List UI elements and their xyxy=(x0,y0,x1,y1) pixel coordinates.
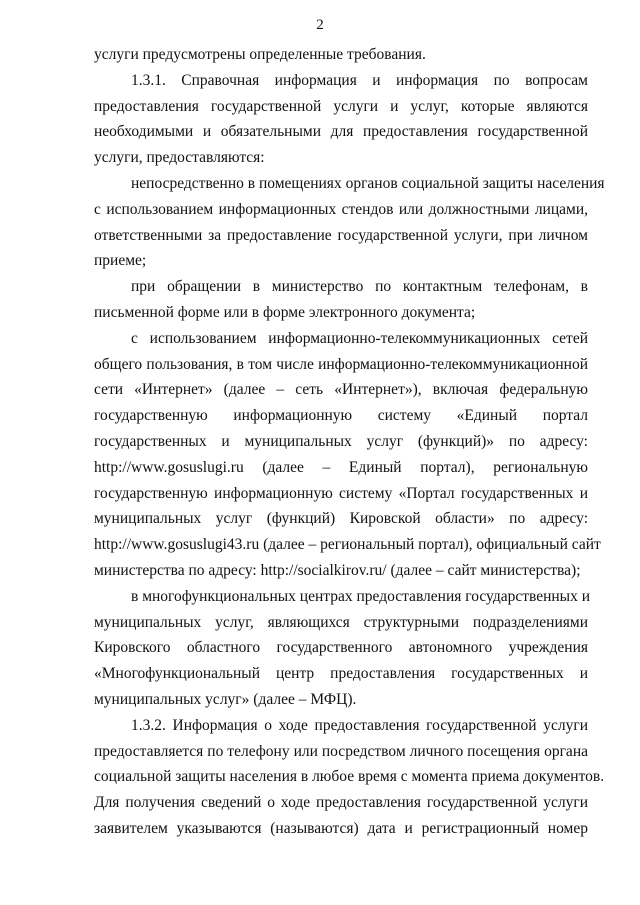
text-line: письменной форме или в форме электронного документа; xyxy=(94,303,476,321)
text-line: в многофункциональных центрах предоставления государственных и xyxy=(131,587,591,605)
text-line: услуги предусмотрены определенные требования. xyxy=(94,46,426,63)
text-line: государственную информационную систему «Портал государственных и xyxy=(94,484,588,502)
text-line: 1.3.2. Информация о ходе предоставления государственной услуги xyxy=(131,716,588,734)
text-line: муниципальных услуг, являющихся структурными подразделениями xyxy=(94,613,588,631)
text-line: социальной защиты населения в любое время с момента приема документов. xyxy=(94,768,605,786)
text-line: Кировского областного государственного автономного учреждения xyxy=(94,639,588,657)
text-line: государственную информационную систему «Единый портал xyxy=(94,407,588,425)
page-number: 2 xyxy=(316,17,324,33)
text-line: при обращении в министерство по контактным телефонам, в xyxy=(131,278,588,296)
text-line: с использованием информационно-телекоммуникационных сетей xyxy=(131,329,588,347)
text-line: с использованием информационных стендов или должностными лицами, xyxy=(94,200,588,218)
text-line: общего пользования, в том числе информационно-телекоммуникационной xyxy=(94,355,588,373)
text-line: сети «Интернет» (далее – сеть «Интернет»), включая федеральную xyxy=(94,381,588,399)
text-line: муниципальных услуг» (далее – МФЦ). xyxy=(94,690,357,708)
text-line: предоставления государственной услуги и услуг, которые являются xyxy=(94,97,588,115)
text-line: приеме; xyxy=(94,252,147,270)
text-line: необходимыми и обязательными для предоставления государственной xyxy=(94,123,588,141)
body-text xyxy=(94,42,605,842)
text-line: муниципальных услуг (функций) Кировской области» по адресу: xyxy=(94,510,588,528)
text-line: предоставляется по телефону или посредством личного посещения органа xyxy=(94,742,588,760)
text-line: государственных и муниципальных услуг (функций)» по адресу: xyxy=(94,432,588,450)
text-line: http://www.gosuslugi43.ru (далее – региональный портал), официальный сайт xyxy=(94,536,601,554)
text-line: Для получения сведений о ходе предоставления государственной услуги xyxy=(94,794,588,812)
text-line: непосредственно в помещениях органов социальной защиты населения xyxy=(131,174,605,192)
text-line: 1.3.1. Справочная информация и информация по вопросам xyxy=(131,71,588,89)
text-line: услуги, предоставляются: xyxy=(94,149,265,167)
text-line: заявителем указываются (называются) дата и регистрационный номер xyxy=(94,819,588,837)
text-line: ответственными за предоставление государственной услуги, при личном xyxy=(94,226,588,244)
text-line: министерства по адресу: http://socialkirov.ru/ (далее – сайт министерства); xyxy=(94,561,581,579)
text-line: «Многофункциональный центр предоставления государственных и xyxy=(94,665,588,683)
text-line: http://www.gosuslugi.ru (далее – Единый портал), региональную xyxy=(94,458,588,476)
